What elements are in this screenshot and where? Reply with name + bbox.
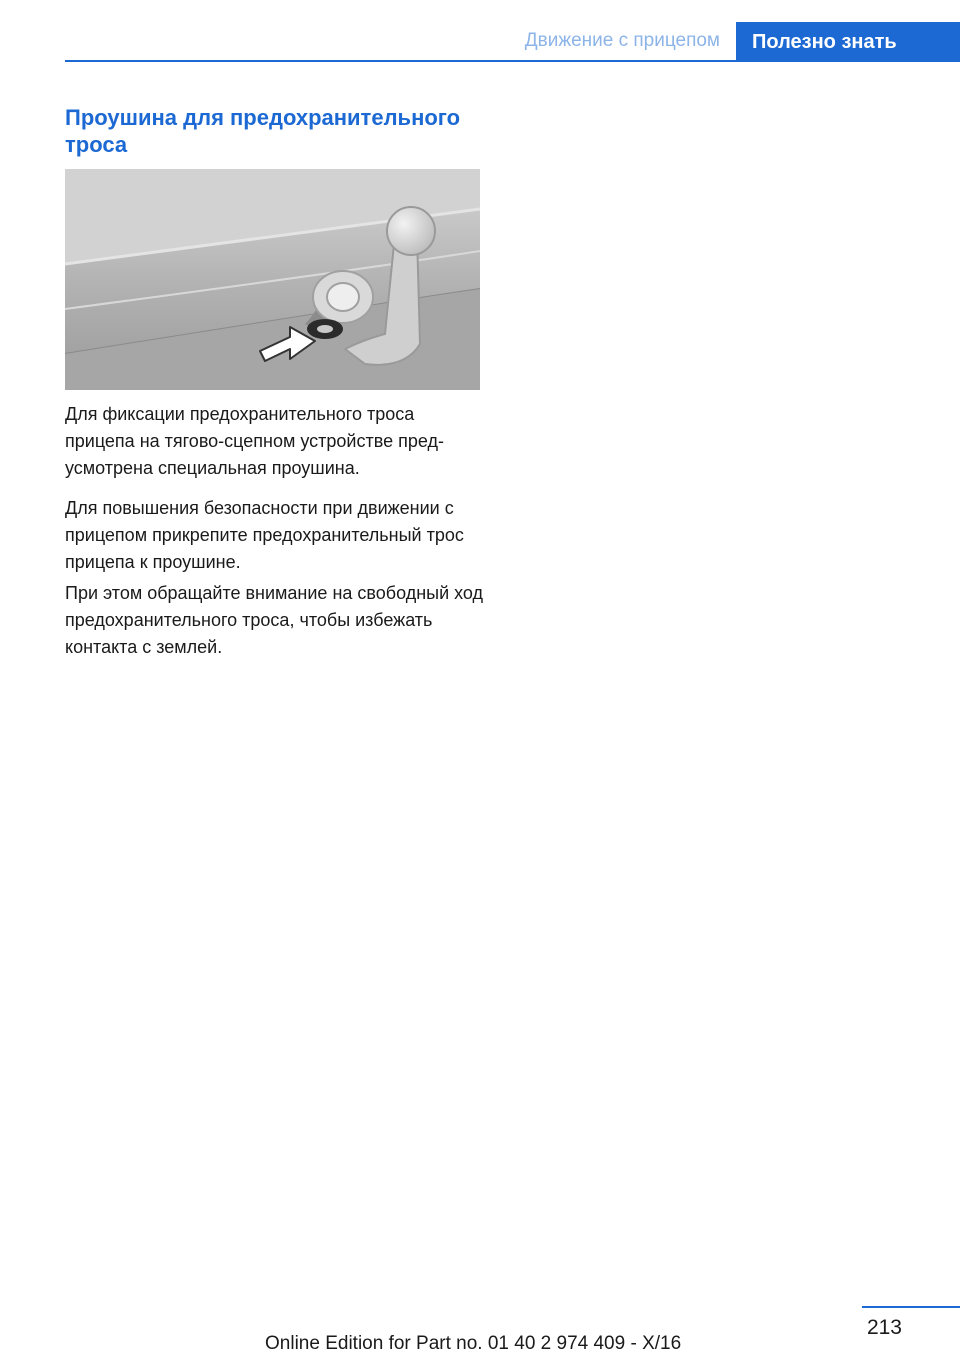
page-number: 213 — [866, 1316, 902, 1339]
footer-divider — [862, 1306, 960, 1308]
header-section-title[interactable]: Движение с прицепом — [524, 30, 720, 51]
paragraph-1: Для фиксации предохранительного троса прицепа на тягово-сцепном устройстве предусмотрена специальная проушина. — [65, 404, 444, 478]
edition-note: Online Edition for Part no. 01 40 2 974 409 - X/16 — [265, 1333, 682, 1354]
tow-hitch-illustration — [65, 169, 480, 390]
paragraph-3: При этом обращайте внимание на свободный ход предохранительного троса, чтобы избежать контакта с землей. — [65, 583, 484, 657]
section-title: Проушина для предохранительного троса — [65, 105, 461, 157]
tow-hitch-drawing — [65, 169, 480, 390]
header-chapter-tab[interactable] — [736, 22, 960, 62]
paragraph-2: Для повышения безопасности при движении с прицепом прикрепите предохранительный трос прицепа к проушине. — [65, 498, 464, 572]
page-header — [0, 0, 960, 62]
header-chapter-label: Полезно знать — [752, 31, 897, 53]
header-divider — [65, 60, 960, 62]
